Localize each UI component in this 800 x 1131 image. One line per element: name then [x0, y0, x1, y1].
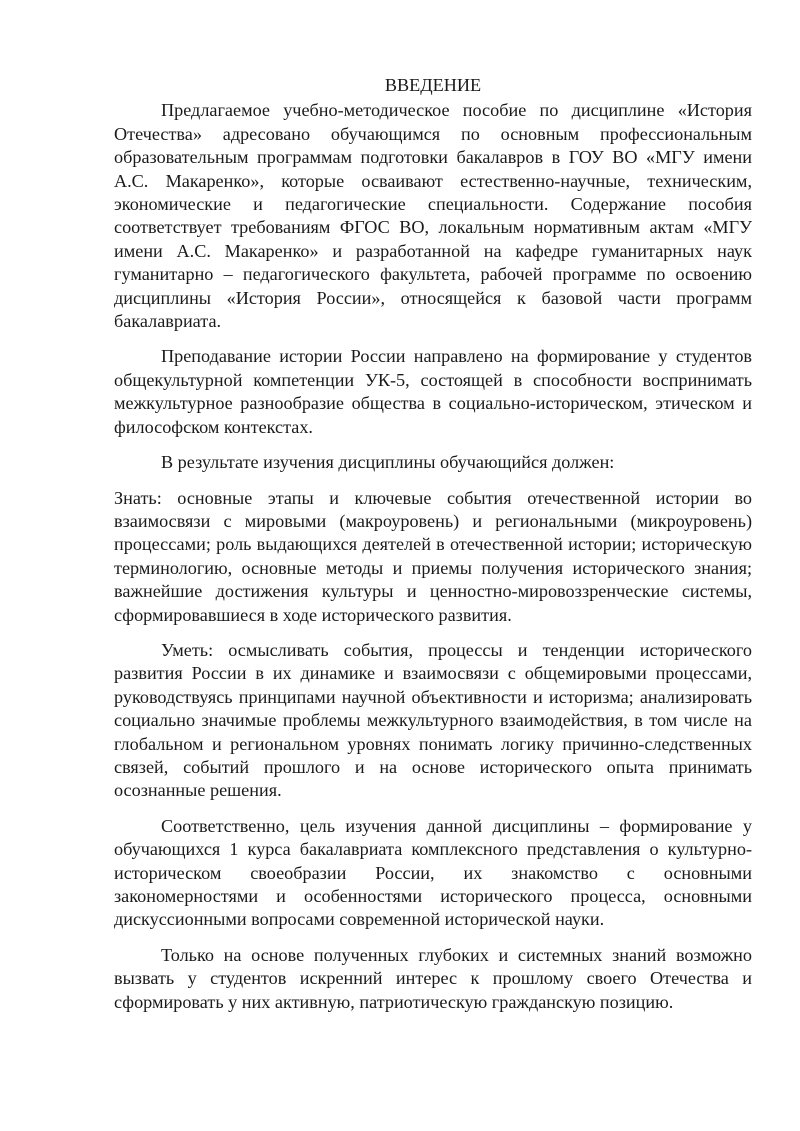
skills-paragraph: Уметь: осмысливать события, процессы и тенденции исторического развития России в их динамике и взаимосвязи с общемировыми процессами, руководствуясь принципами научной объективности и историзма; анализировать социально значимые проблемы межкультурного взаимодействия, в том числе на глобальном и региональном уровнях понимать логику причинно-следственных связей, событий прошлого и на основе исторического опыта принимать осознанные решения.: [114, 639, 752, 801]
know-paragraph: Знать: основные этапы и ключевые события отечественной истории во взаимосвязи с мировыми (макроуровень) и региональными (микроуровень) процессами; роль выдающихся деятелей в отечественной истории; историческую терминологию, основные методы и приемы получения исторического знания; важнейшие достижения культуры и ценностно-мировоззренческие системы, сформировавшиеся в ходе исторического развития.: [114, 487, 752, 625]
teaching-aim-paragraph: Преподавание истории России направлено на формирование у студентов общекультурной компетенции УК-5, состоящей в способности воспринимать межкультурное разнообразие общества в социально-историческом, этическом и философском контекстах.: [114, 346, 752, 437]
goal-paragraph: Соответственно, цель изучения данной дисциплины – формирование у обучающихся 1 курса бакалавриата комплексного представления о культурно-историческом своеобразии России, их знакомство с основными закономерностями и особенностями исторического процесса, основными дискуссионными вопросами современной исторической науки.: [114, 815, 752, 930]
section-title: ВВЕДЕНИЕ: [384, 75, 482, 95]
intro-paragraph: Предлагаемое учебно-методическое пособие по дисциплине «История Отечества» адресовано обучающимся по основным профессиональным образовательным программам подготовки бакалавров в ГОУ ВО «МГУ имени А.С. Макаренко», которые осваивают естественно-научные, техническим, экономические и педагогические специальности. Содержание пособия соответствует требованиям ФГОС ВО, локальным нормативным актам «МГУ имени А.С. Макаренко» и разработанной на кафедре гуманитарных наук гуманитарно – педагогического факультета, рабочей программе по освоению дисциплины «История России», относящейся к базовой части программ бакалавриата.: [114, 100, 752, 332]
learning-outcome-lead: В результате изучения дисциплины обучающийся должен:: [161, 452, 615, 473]
closing-paragraph: Только на основе полученных глубоких и системных знаний возможно вызвать у студентов искренний интерес к прошлому своего Отечества и сформировать у них активную, патриотическую гражданскую позицию.: [114, 944, 752, 1012]
